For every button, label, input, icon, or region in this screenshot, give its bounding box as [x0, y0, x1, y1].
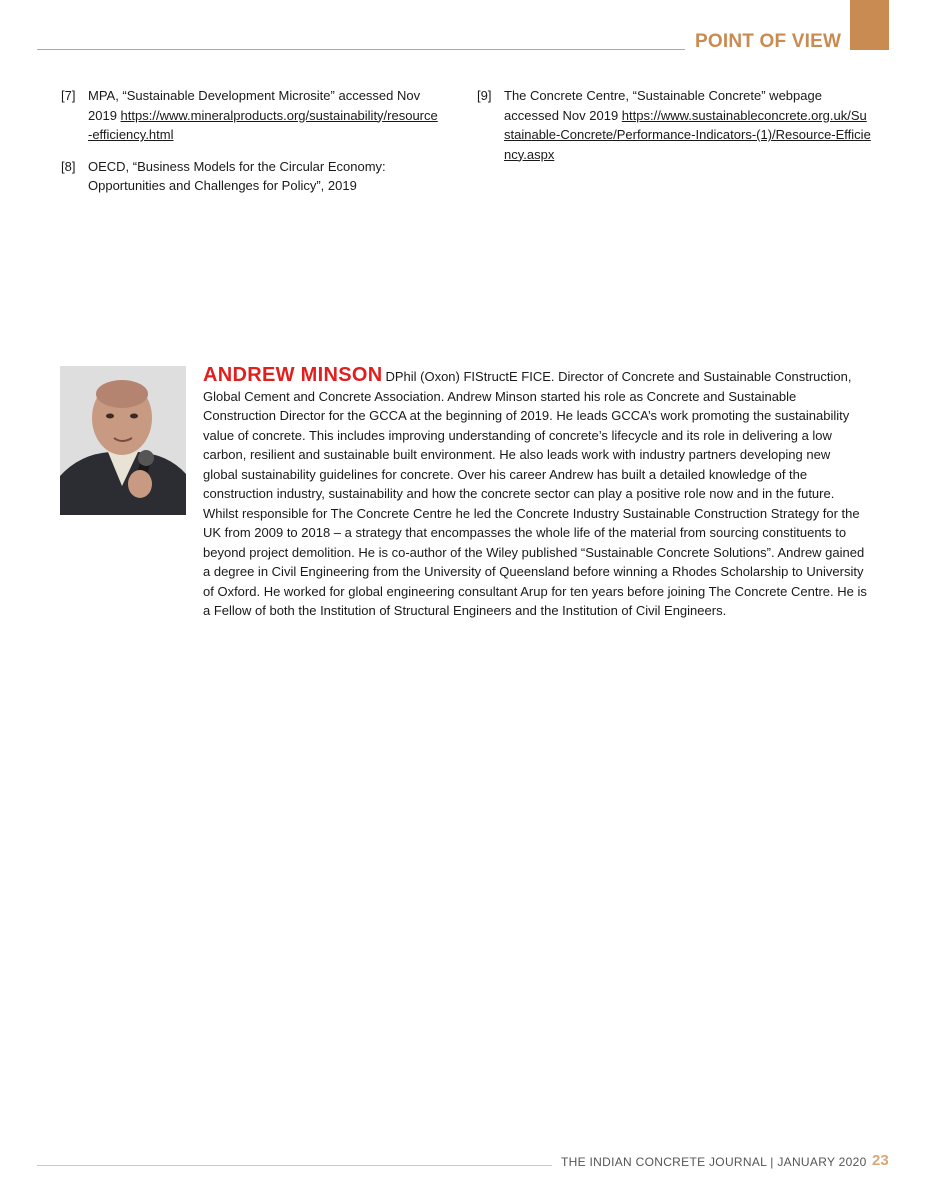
author-photo	[60, 366, 186, 515]
author-portrait-icon	[60, 366, 186, 515]
reference-text: OECD, “Business Models for the Circular Economy: Opportunities and Challenges for Policy”, 2019	[88, 158, 386, 193]
reference-item	[61, 157, 441, 196]
reference-item	[61, 86, 441, 145]
footer-journal: THE INDIAN CONCRETE JOURNAL | JANUARY 2020	[561, 1155, 867, 1169]
footer-divider	[37, 1165, 552, 1166]
header-accent-block	[850, 0, 889, 50]
reference-text	[504, 86, 872, 164]
reference-item	[477, 86, 872, 164]
header-divider	[37, 49, 685, 50]
reference-link[interactable]: https://www.sustainableconcrete.org.uk/Sustainable-Concrete/Performance-Indicators-(1)/Resource-Efficiency.aspx	[504, 107, 871, 162]
reference-number: [9]	[477, 88, 492, 103]
reference-link[interactable]: https://www.mineralproducts.org/sustainability/resource-efficiency.html	[88, 107, 438, 142]
author-name: ANDREW MINSON	[203, 364, 383, 386]
reference-number: [8]	[61, 158, 76, 174]
reference-text	[88, 86, 441, 145]
reference-citation: The Concrete Centre, “Sustainable Concrete” webpage accessed Nov 2019	[504, 88, 822, 123]
page-number: 23	[872, 1152, 889, 1169]
reference-citation: MPA, “Sustainable Development Microsite” accessed Nov 2019	[88, 88, 421, 123]
references-right-column	[477, 86, 872, 176]
author-bio-text: DPhil (Oxon) FIStructE FICE. Director of Concrete and Sustainable Construction, Global Cement and Concrete Association. Andrew Minson started his role as Concrete and Sustainable Construction Director for the GCCA at the beginning of 2019. He leads GCCA’s work promoting the sustainability value of concrete. This includes improving understanding of concrete’s lifecycle and its role in delivering a low carbon, resilient and sustainable built environment. He also leads work with industry partners developing new global sustainability guidelines for concrete. Over his career Andrew has built a detailed knowledge of the construction industry, sustainability and how the concrete sector can play a positive role now and in the future. Whilst responsible for The Concrete Centre he led the Concrete Industry Sustainable Construction Strategy for the UK from 2009 to 2018 – a strategy that encompasses the whole life of the material from sourcing constituents to beyond project demolition. He is co-author of the Wiley published “Sustainable Concrete Solutions”. Andrew gained a degree in Civil Engineering from the University of Queensland before winning a Rhodes Scholarship to University of Oxford. He worked for global engineering consultant Arup for ten years before joining The Concrete Centre. He is a Fellow of both the Institution of Structural Engineers and the Institution of Civil Engineers.	[203, 369, 867, 618]
reference-number: [7]	[61, 88, 76, 103]
references-left-column	[61, 86, 441, 208]
author-bio	[203, 366, 868, 621]
section-label: POINT OF VIEW	[695, 31, 842, 52]
